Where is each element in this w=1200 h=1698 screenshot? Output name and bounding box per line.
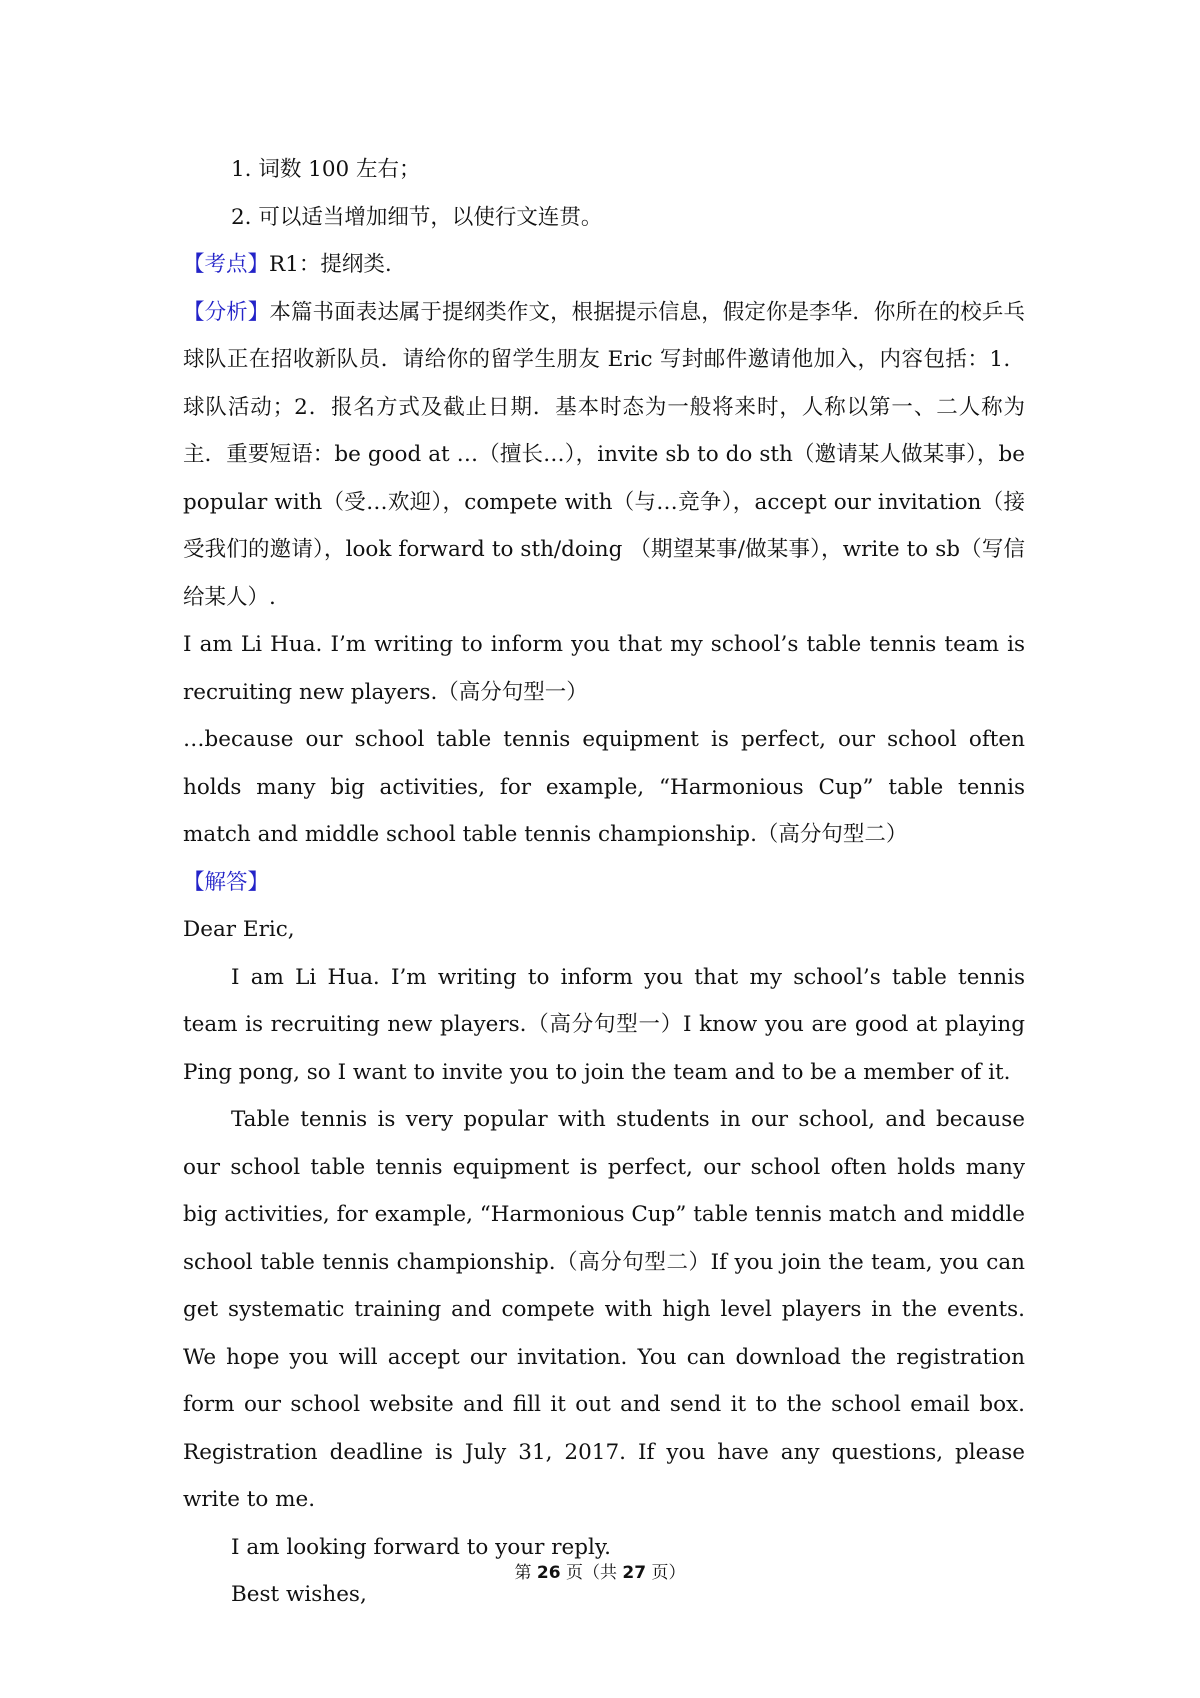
fenxi-tag: 【分析】: [183, 299, 270, 325]
letter-paragraph: I am looking forward to your reply.: [231, 1534, 611, 1560]
footer-page-number: 26: [536, 1563, 561, 1583]
footer-suffix: 页）: [646, 1563, 686, 1583]
letter-paragraph: I am Li Hua. I’m writing to inform you that my school’s table tennis team is recruiting new players.（高分句型一）I know you are good at playing Ping pong, so I want to invite you to join the team and to be a member of it.: [183, 964, 1025, 1085]
footer-prefix: 第: [514, 1563, 537, 1583]
kaodian-tag: 【考点】: [183, 252, 270, 277]
kaodian-text: R1：提纲类.: [269, 252, 392, 277]
jieda-tag: 【解答】: [183, 869, 270, 895]
fenxi-text: 本篇书面表达属于提纲类作文，根据提示信息，假定你是李华．你所在的校乒乓球队正在招收新队员．请给你的留学生朋友 Eric 写封邮件邀请他加入，内容包括：1．球队活动；2．报名方式及截止日期．基本时态为一般将来时，人称以第一、二人称为主．重要短语：be good at …（擅长…），invite sb to do sth（邀请某人做某事），be popular with（受…欢迎），compete with（与…竞争），accept our invitation（接受我们的邀请），look forward to sth/doing （期望某事/做某事），write to sb（写信给某人）.: [183, 299, 1025, 610]
highlight-sentence-1: I am Li Hua. I’m writing to inform you that my school’s table tennis team is recruiting new players.（高分句型一）: [183, 632, 1025, 705]
fenxi-section: [183, 289, 1025, 622]
footer-total-pages: 27: [622, 1563, 647, 1583]
requirement-1: 1. 词数 100 左右；: [231, 157, 421, 182]
highlight-sentence-2: …because our school table tennis equipment is perfect, our school often holds many big activities, for example, “Harmonious Cup” table tennis match and middle school table tennis championship.（高分句型二）: [183, 727, 1025, 847]
jieda-section: [183, 859, 1025, 907]
letter-closing: Best wishes,: [231, 1582, 367, 1607]
page-footer: [0, 1558, 1200, 1583]
requirement-2: 2. 可以适当增加细节，以使行文连贯。: [231, 204, 603, 230]
letter-greeting: Dear Eric,: [183, 917, 295, 942]
letter-paragraph: Table tennis is very popular with students in our school, and because our school table tennis equipment is perfect, our school often holds many big activities, for example, “Harmonious Cup” table tennis match and middle school table tennis championship.（高分句型二）If you join the team, you can get systematic training and compete with high level players in the events. We hope you will accept our invitation. You can download the registration form our school website and fill it out and send it to the school email box. Registration deadline is July 31, 2017. If you have any questions, please write to me.: [183, 1107, 1025, 1512]
document-page: [183, 146, 1025, 1619]
kaodian-section: [183, 241, 1025, 289]
footer-middle: 页（共: [560, 1563, 623, 1583]
